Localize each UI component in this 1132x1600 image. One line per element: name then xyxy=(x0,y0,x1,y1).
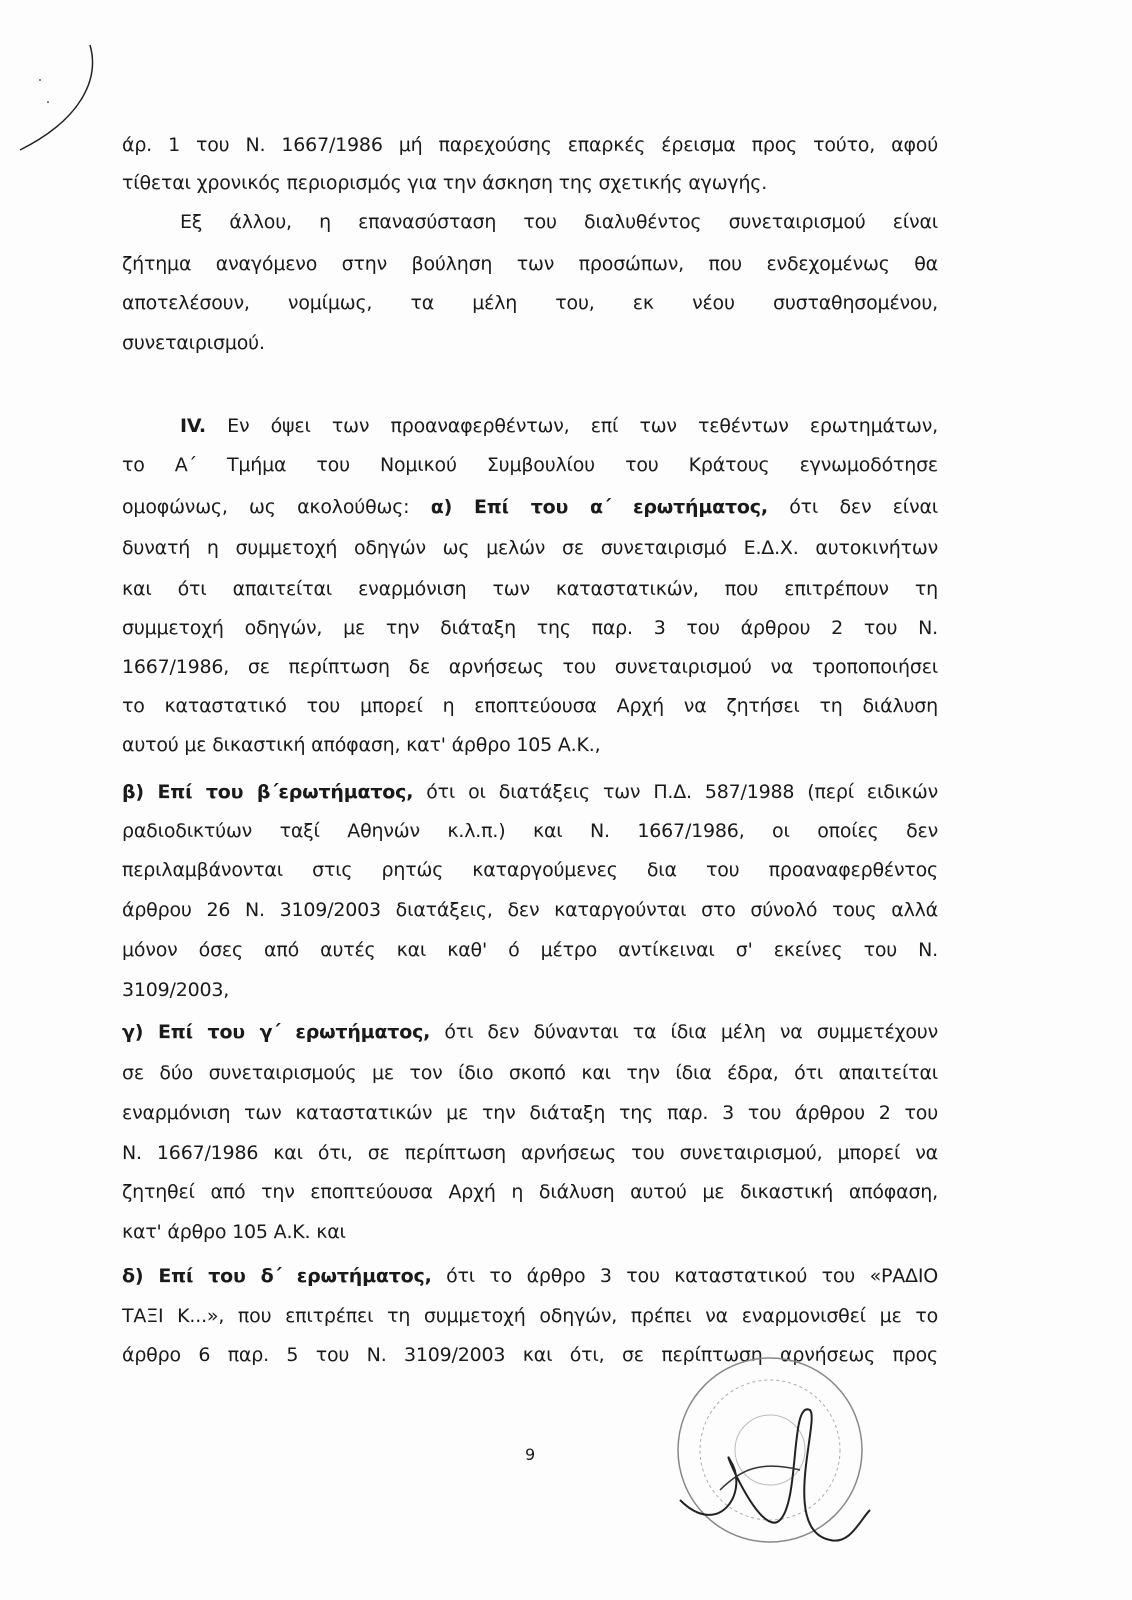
line-text: ομοφώνως, ως ακολούθως: xyxy=(122,496,431,518)
bold-heading-text: α) Επί του α΄ ερωτήματος, xyxy=(430,496,768,518)
line-text: και ότι απαιτείται εναρμόνιση των καταστατικών, που επιτρέπουν τη xyxy=(122,578,938,600)
text-line xyxy=(122,1264,938,1288)
text-line xyxy=(122,819,938,843)
line-text: ζητηθεί από την εποπτεύουσα Αρχή η διάλυση αυτού με δικαστική απόφαση, xyxy=(122,1181,938,1203)
text-line xyxy=(122,252,938,276)
text-line xyxy=(122,655,938,679)
text-line xyxy=(122,453,938,477)
line-text: άρ. 1 του Ν. 1667/1986 μή παρεχούσης επαρκές έρεισμα προς τούτο, αφού xyxy=(122,134,938,156)
text-line xyxy=(122,1304,938,1328)
line-text: άρθρου 26 Ν. 3109/2003 διατάξεις, δεν καταργούνται στο σύνολό τους αλλά xyxy=(122,899,938,921)
bold-heading-text: γ) Επί του γ΄ ερωτήματος, xyxy=(122,1021,431,1043)
text-line xyxy=(122,291,938,315)
bold-heading-text: δ) Επί του δ΄ ερωτήματος, xyxy=(122,1265,432,1287)
line-text: Ν. 1667/1986 και ότι, σε περίπτωση αρνήσεως του συνεταιρισμού, μπορεί να xyxy=(122,1142,938,1164)
line-text: αυτού με δικαστική απόφαση, κατ' άρθρο 105 Α.Κ., xyxy=(122,734,601,756)
page-number: 9 xyxy=(525,1445,536,1464)
text-line xyxy=(122,978,938,1002)
line-text: Εν όψει των προαναφερθέντων, επί των τεθέντων ερωτημάτων, xyxy=(205,415,938,437)
line-text: ότι δεν δύνανται τα ίδια μέλη να συμμετέχουν xyxy=(430,1021,938,1043)
line-text: ότι δεν είναι xyxy=(767,496,938,518)
line-text: ότι οι διατάξεις των Π.Δ. 587/1988 (περί ειδικών xyxy=(413,781,938,803)
line-text: δυνατή η συμμετοχή οδηγών ως μελών σε συνεταιρισμό Ε.Δ.Χ. αυτοκινήτων xyxy=(122,537,938,559)
line-text: ότι το άρθρο 3 του καταστατικού του «ΡΑΔΙΟ xyxy=(431,1265,939,1287)
text-line xyxy=(122,898,938,922)
line-text: 3109/2003, xyxy=(122,979,230,1001)
text-line xyxy=(122,1061,938,1085)
text-line xyxy=(122,495,938,519)
line-text: εναρμόνιση των καταστατικών με την διάταξη της παρ. 3 του άρθρου 2 του xyxy=(122,1102,938,1124)
line-text: περιλαμβάνονται στις ρητώς καταργούμενες δια του προαναφερθέντος xyxy=(122,859,938,881)
line-text: το καταστατικό του μπορεί η εποπτεύουσα Αρχή να ζητήσει τη διάλυση xyxy=(122,695,938,717)
official-stamp-and-signature xyxy=(660,1340,900,1580)
text-line xyxy=(122,536,938,560)
line-text: Εξ άλλου, η επανασύσταση του διαλυθέντος συνεταιρισμού είναι xyxy=(180,211,938,233)
text-line xyxy=(122,1020,938,1044)
text-line xyxy=(122,133,938,157)
text-line xyxy=(122,210,938,234)
text-line xyxy=(122,414,938,438)
text-line xyxy=(122,1220,938,1244)
text-line xyxy=(122,780,938,804)
text-line xyxy=(122,1180,938,1204)
text-line xyxy=(122,858,938,882)
text-line xyxy=(122,577,938,601)
line-text: το Α΄ Τμήμα του Νομικού Συμβουλίου του Κράτους εγνωμοδότησε xyxy=(122,454,938,476)
text-line xyxy=(122,616,938,640)
text-line xyxy=(122,694,938,718)
text-line xyxy=(122,938,938,962)
margin-pen-mark xyxy=(0,40,120,170)
text-line xyxy=(122,171,938,195)
text-line xyxy=(122,331,938,355)
line-text: ραδιοδικτύων ταξί Αθηνών κ.λ.π.) και Ν. 1667/1986, οι οποίες δεν xyxy=(122,820,938,842)
line-text: τίθεται χρονικός περιορισμός για την άσκηση της σχετικής αγωγής. xyxy=(122,172,768,194)
bold-heading-text: β) Επί του β΄ερωτήματος, xyxy=(122,781,414,803)
line-text: κατ' άρθρο 105 Α.Κ. και xyxy=(122,1221,346,1243)
line-text: συνεταιρισμού. xyxy=(122,332,265,354)
text-line xyxy=(122,733,938,757)
line-text: ΤΑΞΙ Κ...», που επιτρέπει τη συμμετοχή οδηγών, πρέπει να εναρμονισθεί με το xyxy=(122,1305,938,1327)
bold-heading-text: IV. xyxy=(180,415,206,437)
line-text: άρθρο 6 παρ. 5 του Ν. 3109/2003 και ότι, σε περίπτωση αρνήσεως προς xyxy=(122,1344,938,1366)
line-text: σε δύο συνεταιρισμούς με τον ίδιο σκοπό και την ίδια έδρα, ότι απαιτείται xyxy=(122,1062,938,1084)
line-text: ζήτημα αναγόμενο στην βούληση των προσώπων, που ενδεχομένως θα xyxy=(122,253,938,275)
line-text: αποτελέσουν, νομίμως, τα μέλη του, εκ νέου συσταθησομένου, xyxy=(122,292,938,314)
line-text: συμμετοχή οδηγών, με την διάταξη της παρ. 3 του άρθρου 2 του Ν. xyxy=(122,617,938,639)
line-text: 1667/1986, σε περίπτωση δε αρνήσεως του συνεταιρισμού να τροποποιήσει xyxy=(122,656,938,678)
text-line xyxy=(122,1141,938,1165)
text-line xyxy=(122,1101,938,1125)
line-text: μόνον όσες από αυτές και καθ' ό μέτρο αντίκειναι σ' εκείνες του Ν. xyxy=(122,939,938,961)
